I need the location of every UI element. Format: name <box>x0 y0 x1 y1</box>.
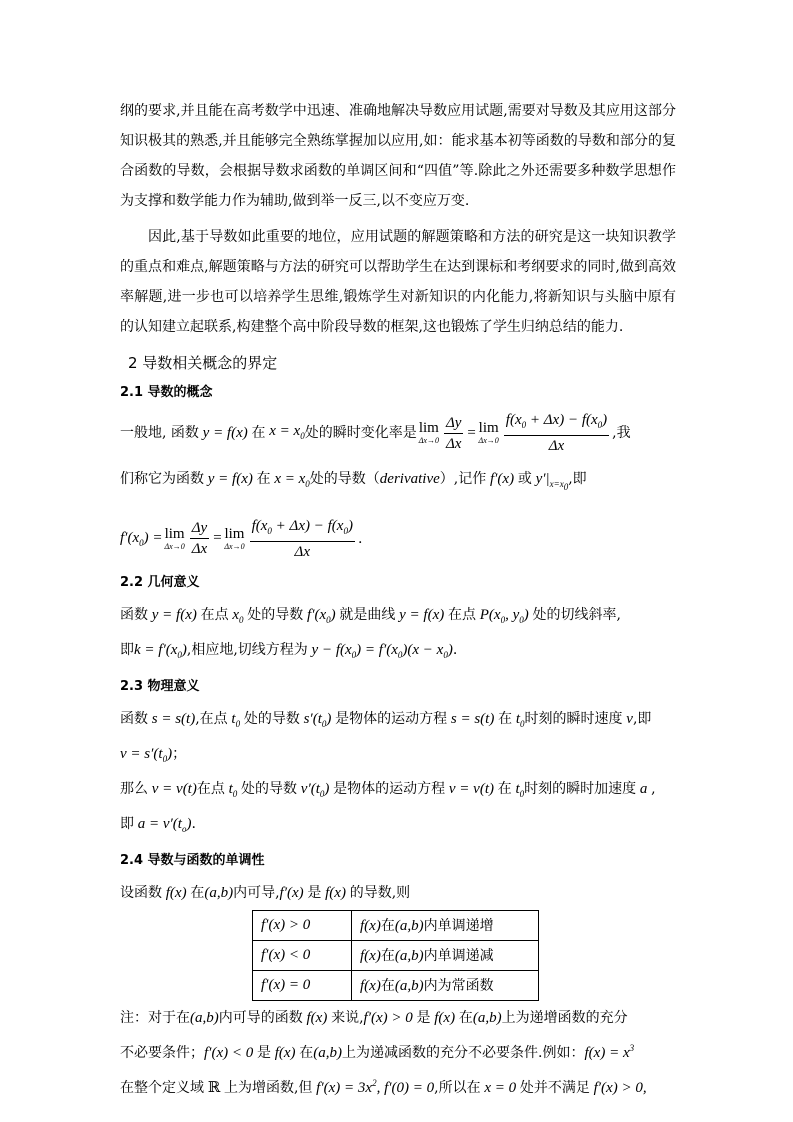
text: 是 <box>416 1009 431 1026</box>
section-2-3-heading: 2.3 物理意义 <box>120 678 200 694</box>
physical-meaning-line-3: 那么 v = v(t)在点 $t_0$ 处的导数 $v'(t_0)$ 是物体的运动方程 v = v(t) 在 $t_0$时刻的瞬时加速度 a , <box>120 780 656 799</box>
text: 在 <box>251 425 266 441</box>
geometric-meaning-line-1: 函数 y = f(x) 在点 $x_0$ 处的导数 $f'(x_0)$ 就是曲线 y = f(x) 在点 $P(x_0$, $y_0$) 处的切线斜率, <box>120 606 621 625</box>
intro-paragraph-2: 因此,基于导数如此重要的地位，应用试题的解题策略和方法的研究是这一块知识教学的重点和难点,解题策略与方法的研究可以帮助学生在达到课标和考纲要求的同时,做到高效率解题,进一步也可以培养学生思维,锻炼学生对新知识的内化能力,将新知识与头脑中原有的认知建立起联系,构建整个高中阶段导数的框架,这也锻炼了学生归纳总结的能力. <box>120 229 676 335</box>
note-line-1: 注：对于在(a,b)内可导的函数 f(x) 来说,f′(x) > 0 是 f(x) 在(a,b)上为递增函数的充分 <box>120 1009 628 1026</box>
definition-line-2: 们称它为函数 y = f(x) 在 $x = x_0$处的导数（derivative）,记作 f′(x) 或 $y'|_{x=x_0}$,即 <box>120 471 587 492</box>
limit-operator: lim Δx→0 <box>418 420 439 445</box>
text: 设函数 <box>120 884 162 901</box>
text: 在点 <box>196 780 225 797</box>
text: 处的导数（ <box>309 471 380 487</box>
text: 在 <box>380 948 395 965</box>
section-2-1-heading: 2.1 导数的概念 <box>120 385 213 400</box>
intro-paragraph-1: 纲的要求,并且能在高考数学中迅速、准确地解决导数应用试题,需要对导数及其应用这部分知识极其的熟悉,并且能够完全熟练掌握加以应用,如：能求基本初等函数的导数和部分的复合函数的导数，会根据导数求函数的单调区间和“四值”等.除此之外还需要多种数学思想作为支撑和数学能力作为辅助,做到举一反三,以不变应万变. <box>120 103 676 209</box>
note-line-2: 不必要条件；f′(x) < 0 是 f(x) 在(a,b)上为递减函数的充分不必要条件.例如：$f(x) = x^3$ <box>120 1042 635 1061</box>
monotonicity-table <box>252 910 539 1001</box>
text: 上为增函数,但 <box>223 1079 313 1096</box>
text: ,即 <box>568 471 587 487</box>
text: 处的导数 <box>247 606 304 623</box>
text: 那么 <box>120 780 148 797</box>
monotonicity-intro: 设函数 f(x) 在(a,b)内可导,f′(x) 是 f(x) 的导数,则 <box>120 884 411 901</box>
text: 是物体的运动方程 <box>335 710 448 727</box>
text: 在整个定义域 <box>120 1079 204 1096</box>
text: 即 <box>120 815 134 832</box>
term-derivative: derivative <box>379 471 440 487</box>
table-cell-result: f(x)在(a,b)内为常函数 <box>352 970 539 1000</box>
text: 在 <box>498 710 513 727</box>
text: 上为递减函数的充分不必要条件.例如： <box>342 1044 585 1061</box>
text: 在 <box>458 1009 473 1026</box>
table-row <box>253 910 539 940</box>
text: 在 <box>256 471 271 487</box>
text: 内为常函数 <box>423 978 494 995</box>
table-row <box>253 970 539 1000</box>
section-2-heading: 2 导数相关概念的界定 <box>128 354 278 372</box>
text: 在 <box>190 884 205 901</box>
text: 的导数,则 <box>349 884 411 901</box>
text: 内可导, <box>233 884 280 901</box>
text: 内单调递减 <box>423 948 494 965</box>
text: 在 <box>380 978 395 995</box>
text: 函数 <box>120 710 148 727</box>
text: 是 <box>307 884 322 901</box>
text: ,所以在 <box>434 1079 481 1096</box>
table-cell-result: f(x)在(a,b)内单调递增 <box>352 910 539 940</box>
text: 处的切线斜率, <box>532 606 621 623</box>
text: ,在点 <box>195 710 228 727</box>
text: 内可导的函数 <box>218 1009 303 1026</box>
text: 在点 <box>448 606 476 623</box>
table-row <box>253 940 539 970</box>
text: 上为递增函数的充分 <box>501 1009 628 1026</box>
section-2-2-heading: 2.2 几何意义 <box>120 574 200 590</box>
text: 或 <box>517 471 532 487</box>
difference-quotient: $\frac{f(x_0 + \Delta x) - f(x_0)}{\Delta x}$ <box>505 412 608 454</box>
note-line-3: 在整个定义域 ℝ 上为增函数,但 $f'(x) = 3x^2$, f′(0) = 0,所以在 x = 0 处并不满足 f′(x) > 0, <box>120 1077 647 1096</box>
text: 一般地, 函数 <box>120 425 199 441</box>
text: ； <box>172 745 187 762</box>
text: ,我 <box>612 425 631 441</box>
text: 是物体的运动方程 <box>333 780 446 797</box>
text: 函数 <box>120 606 148 623</box>
text: 时刻的瞬时加速度 <box>524 780 637 797</box>
table-cell-condition: f′(x) = 0 <box>253 970 352 1000</box>
text: 在 <box>380 918 395 935</box>
limit-operator: lim Δx→0 <box>478 420 499 445</box>
delta-fraction: $\frac{\Delta y}{\Delta x}$ <box>445 414 462 452</box>
physical-meaning-line-4: 即 $a = v'(t_o)$. <box>120 815 196 834</box>
text: 即 <box>120 641 134 658</box>
text: 们称它为函数 <box>120 471 204 487</box>
text: 在点 <box>200 606 229 623</box>
table-cell-result: f(x)在(a,b)内单调递减 <box>352 940 539 970</box>
text: 处的导数 <box>243 710 300 727</box>
text: 就是曲线 <box>339 606 396 623</box>
text: 不必要条件； <box>120 1044 204 1061</box>
text: 内单调递增 <box>423 918 494 935</box>
physical-meaning-line-2: $v = s'(t_0)$； <box>120 745 187 764</box>
geometric-meaning-line-2: 即$k = f'(x_0)$,相应地,切线方程为 $y - f(x_0) = f'(x_0)(x - x_0)$. <box>120 641 458 660</box>
text: 处的瞬时变化率是 <box>304 425 417 441</box>
derivative-definition-formula: $f'(x_0)$ = lim Δx→0 $\frac{\Delta y}{\Delta x}$ = lim Δx→0 $\frac{f(x_0 + \Delta x) - f(x_0)}{\Delta x}$ . <box>120 517 363 560</box>
table-cell-condition: f′(x) > 0 <box>253 910 352 940</box>
section-2-4-heading: 2.4 导数与函数的单调性 <box>120 852 265 868</box>
physical-meaning-line-1: 函数 s = s(t),在点 $t_0$ 处的导数 $s'(t_0)$ 是物体的运动方程 s = s(t) 在 $t_0$时刻的瞬时速度 v,即 <box>120 710 652 729</box>
text: 注：对于在 <box>120 1009 190 1026</box>
text: 时刻的瞬时速度 <box>524 710 623 727</box>
text: 在 <box>299 1044 314 1061</box>
definition-line-1: 一般地, 函数 y = f(x) 在 $x = x_0$ 处的瞬时变化率是 lim Δx→0 $\frac{\Delta y}{\Delta x}$ = lim Δx→0 $\frac{f(x_0 + \Delta x) - f(x_0)}{\Delta x}$ ,我 <box>120 412 631 454</box>
text: , <box>651 780 656 797</box>
text: ,相应地,切线方程为 <box>186 641 308 658</box>
text: 处的导数 <box>241 780 298 797</box>
text: 处并不满足 <box>519 1079 590 1096</box>
text: 是 <box>256 1044 271 1061</box>
table-cell-condition: f′(x) < 0 <box>253 940 352 970</box>
document-page <box>120 96 676 1103</box>
text: 来说, <box>331 1009 364 1026</box>
text: ,即 <box>632 710 652 727</box>
text: 在 <box>497 780 512 797</box>
text: ）,记作 <box>439 471 487 487</box>
